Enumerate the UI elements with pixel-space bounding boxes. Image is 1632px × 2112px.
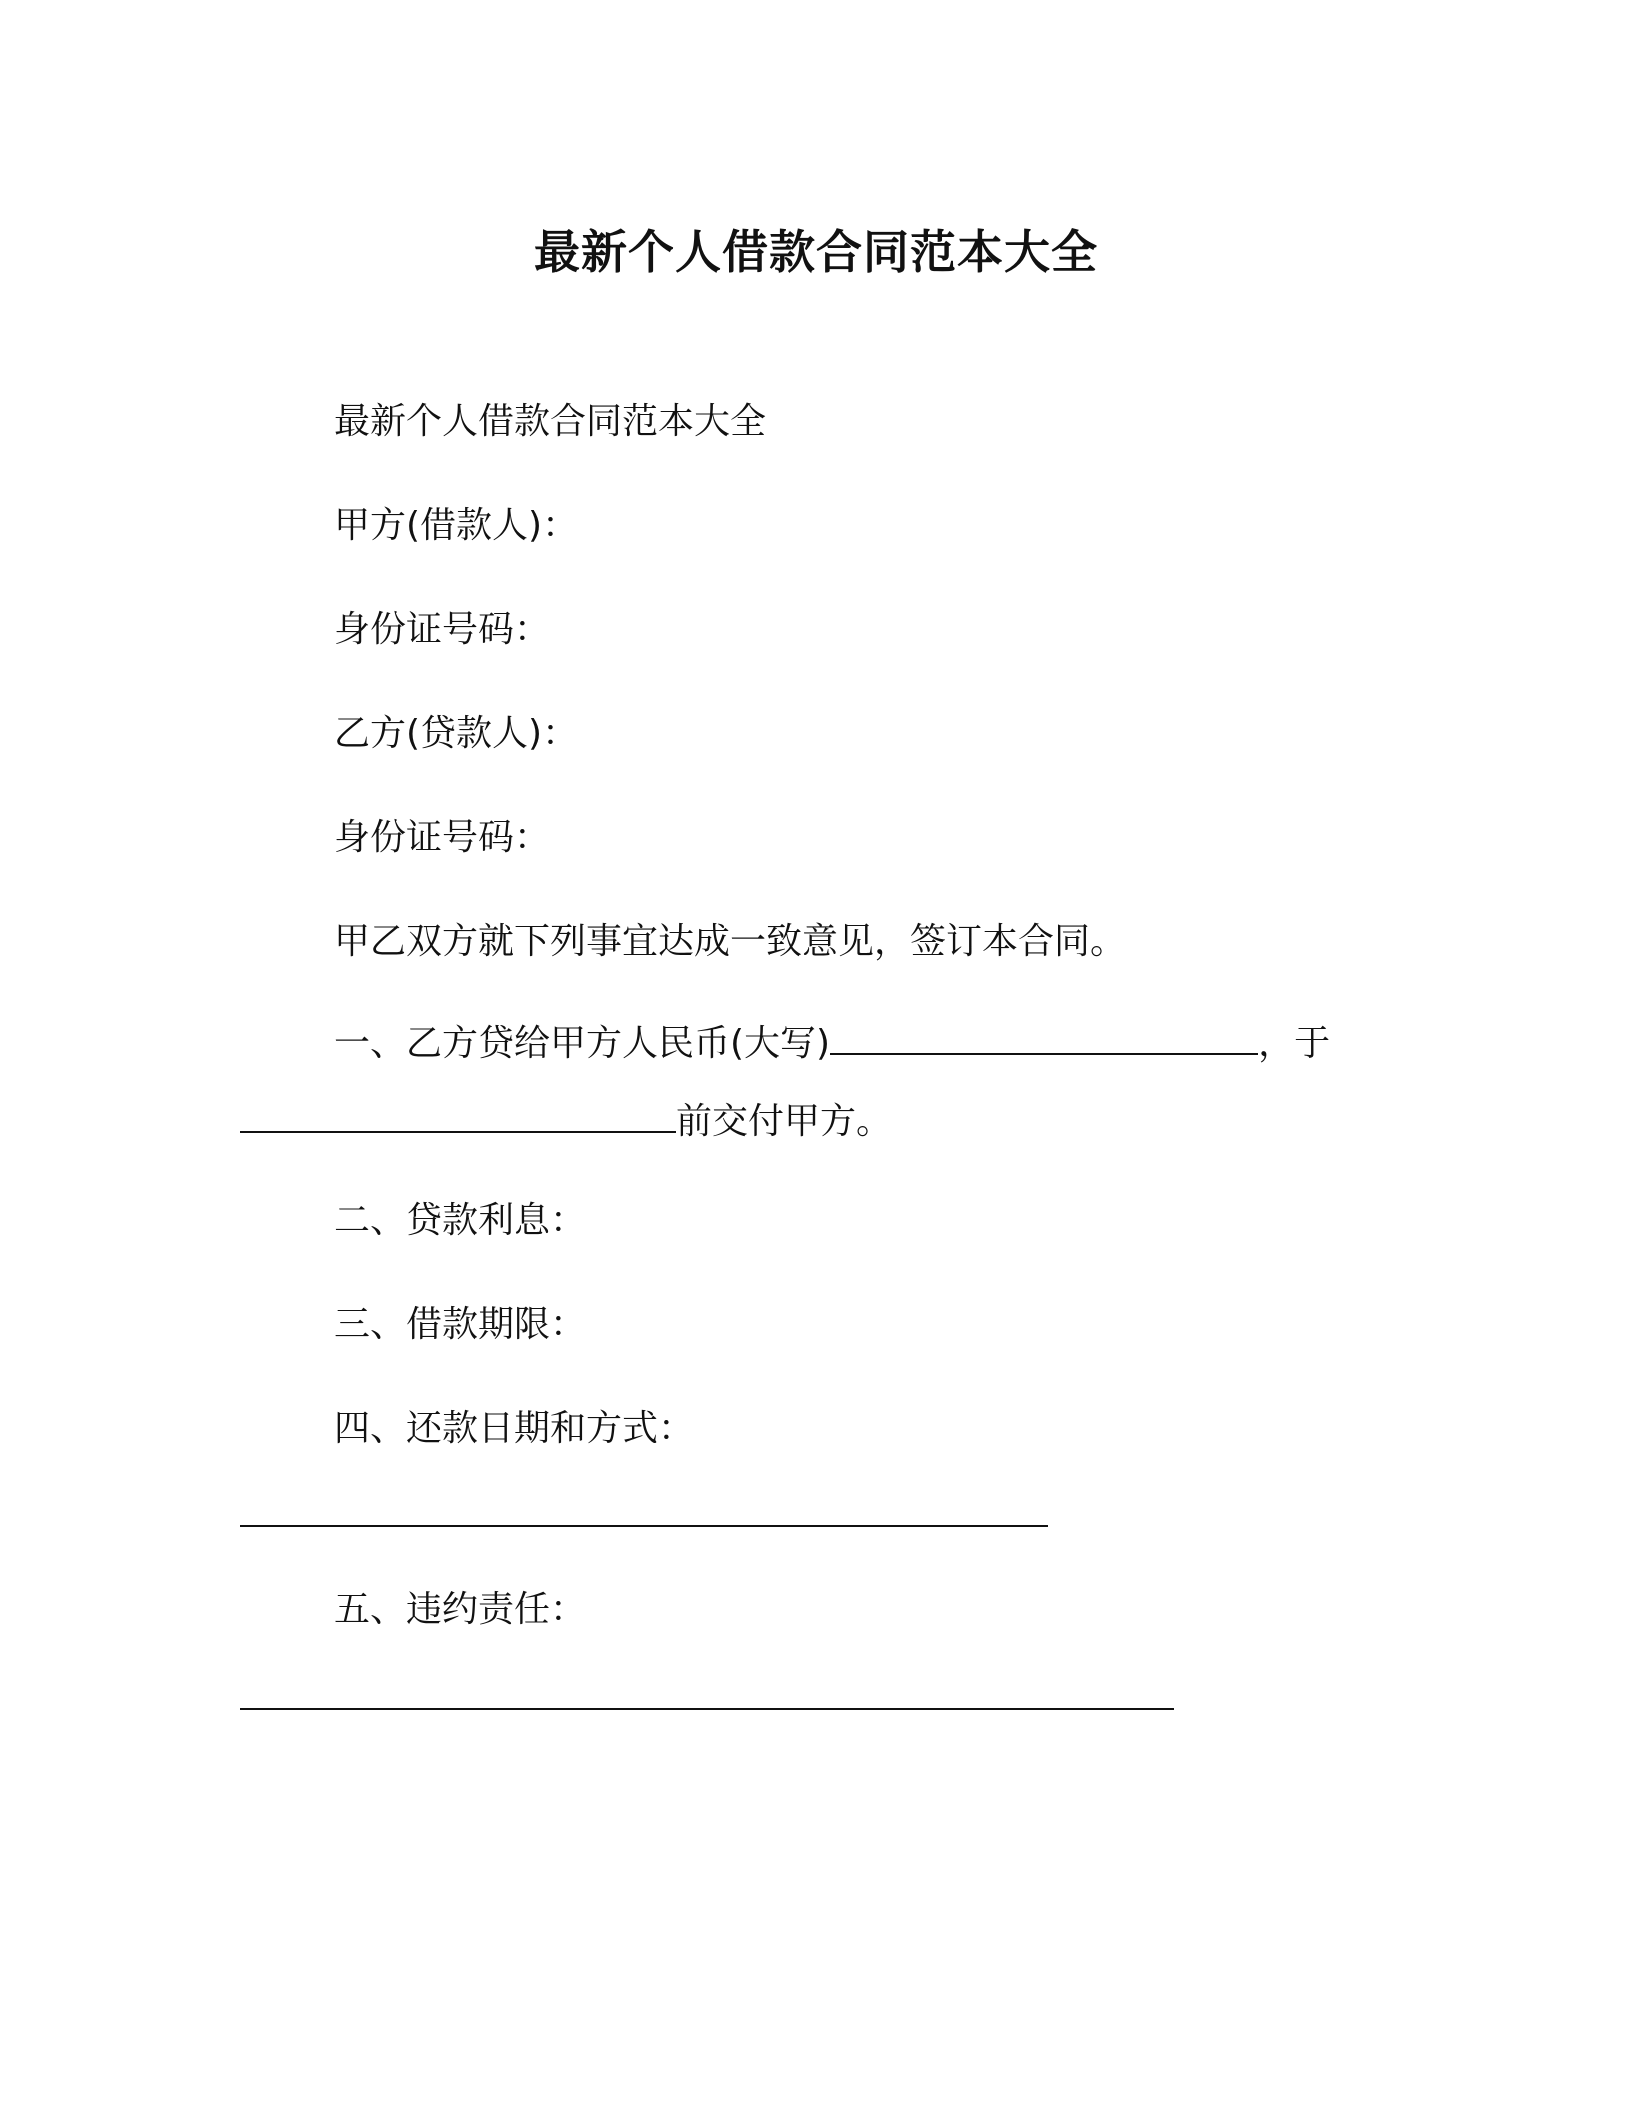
date-blank[interactable] bbox=[240, 1097, 676, 1133]
document-subtitle: 最新个人借款合同范本大全 bbox=[334, 401, 767, 442]
party-b-id-label: 身份证号码： bbox=[334, 817, 551, 858]
amount-blank[interactable] bbox=[830, 1019, 1258, 1055]
clause-1-line-1 bbox=[334, 1019, 1330, 1069]
repayment-blank-line[interactable] bbox=[240, 1525, 1048, 1527]
document-title: 最新个人借款合同范本大全 bbox=[534, 225, 1098, 279]
clause-4-repayment: 四、还款日期和方式： bbox=[334, 1408, 695, 1449]
preamble-text: 甲乙双方就下列事宜达成一致意见，签订本合同。 bbox=[334, 921, 1127, 962]
liability-blank-line[interactable] bbox=[240, 1708, 1174, 1710]
party-b-label: 乙方(贷款人)： bbox=[334, 713, 579, 754]
clause-1-delivery-text: 前交付甲方。 bbox=[676, 1101, 893, 1142]
clause-1-line-2 bbox=[240, 1097, 892, 1147]
party-a-id-label: 身份证号码： bbox=[334, 609, 551, 650]
clause-1-date-label: ，于 bbox=[1258, 1023, 1331, 1064]
clause-3-term: 三、借款期限： bbox=[334, 1304, 587, 1345]
clause-1-amount-label: 一、乙方贷给甲方人民币(大写) bbox=[334, 1023, 831, 1064]
party-a-label: 甲方(借款人)： bbox=[334, 505, 579, 546]
clause-2-interest: 二、贷款利息： bbox=[334, 1200, 587, 1241]
clause-5-liability: 五、违约责任： bbox=[334, 1589, 587, 1630]
